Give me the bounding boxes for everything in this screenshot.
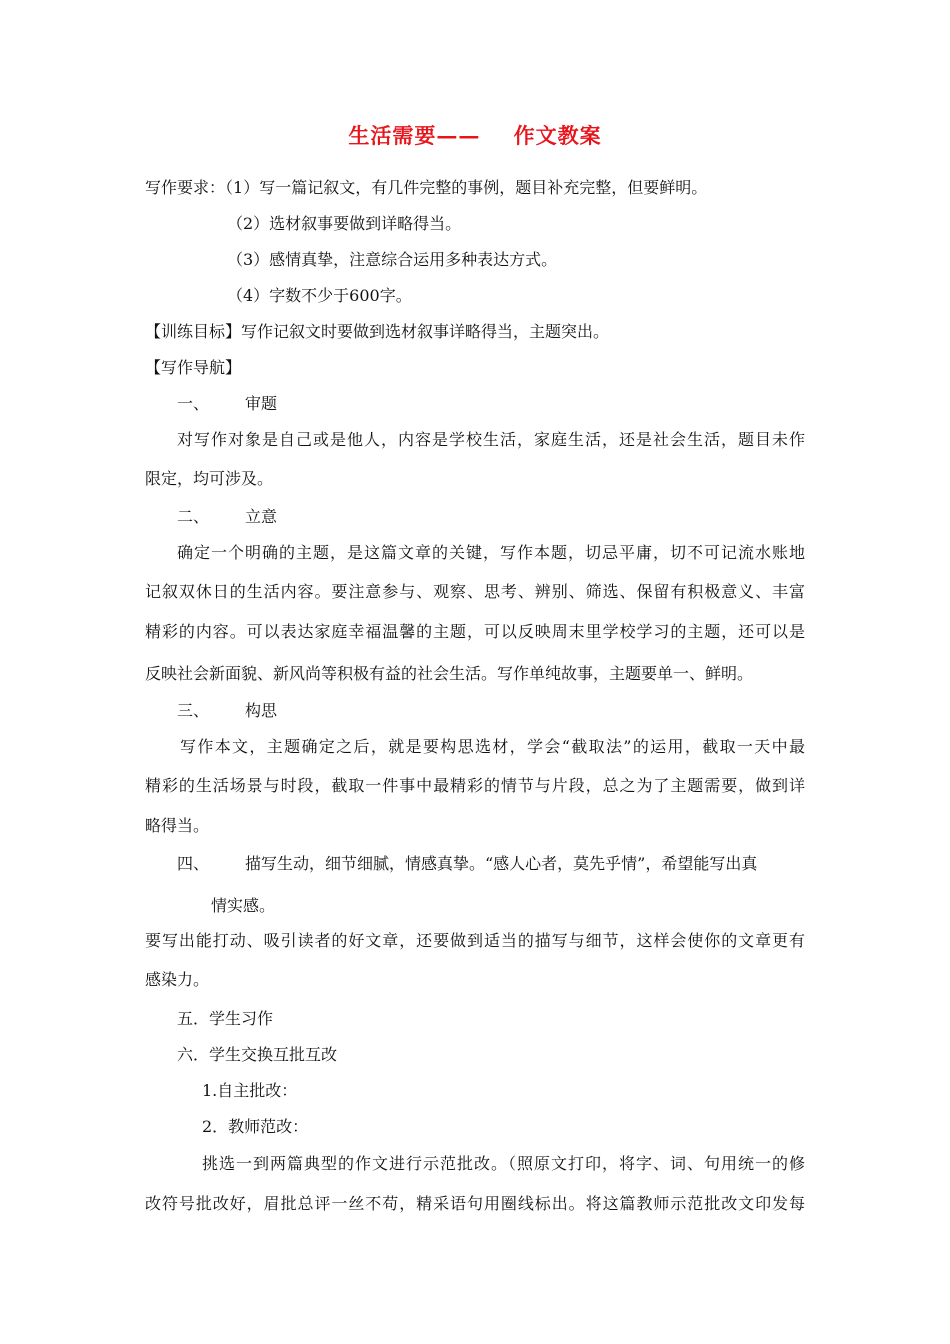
requirement-item-4: （4）字数不少于600字。 bbox=[227, 286, 412, 305]
paragraph-line: 改符号批改好，眉批总评一丝不苟，精采语句用圈线标出。将这篇教师示范批改文印发每 bbox=[145, 1194, 805, 1213]
requirements-label: 写作要求： bbox=[145, 178, 226, 197]
requirement-item-2: （2）选材叙事要做到详略得当。 bbox=[227, 214, 462, 233]
section-heading-3 bbox=[177, 700, 277, 722]
section-title: 构思 bbox=[245, 701, 278, 720]
training-goal: 【训练目标】写作记叙文时要做到选材叙事详略得当，主题突出。 bbox=[145, 322, 610, 341]
paragraph-line: 挑选一到两篇典型的作文进行示范批改。（照原文打印，将字、词、句用统一的修 bbox=[202, 1154, 805, 1173]
paragraph-line: 限定，均可涉及。 bbox=[145, 469, 274, 488]
requirement-item-3: （3）感情真挚，注意综合运用多种表达方式。 bbox=[227, 250, 558, 269]
paragraph-line: 记叙双休日的生活内容。要注意参与、观察、思考、辨别、筛选、保留有积极意义、丰富 bbox=[145, 582, 805, 601]
sub-item-2: 2．教师范改： bbox=[202, 1117, 309, 1136]
paragraph-line: 精彩的内容。可以表达家庭幸福温馨的主题，可以反映周末里学校学习的主题，还可以是 bbox=[145, 622, 805, 641]
paragraph-line: 要写出能打动、吸引读者的好文章，还要做到适当的描写与细节，这样会使你的文章更有 bbox=[145, 931, 805, 950]
section-title: 审题 bbox=[245, 394, 278, 413]
page-title: 生活需要—— 作文教案 bbox=[348, 123, 602, 148]
section-number: 二、 bbox=[177, 507, 210, 526]
paragraph-line: 感染力。 bbox=[145, 970, 210, 989]
section-heading-4-continued: 情实感。 bbox=[211, 896, 276, 915]
section-number: 一、 bbox=[177, 394, 210, 413]
section-title: 描写生动，细节细腻，情感真挚。“感人心者，莫先乎情”，希望能写出真 bbox=[245, 854, 758, 873]
section-heading-4 bbox=[177, 853, 757, 875]
paragraph-line: 写作本文，主题确定之后，就是要构思选材，学会“截取法”的运用，截取一天中最 bbox=[180, 737, 805, 756]
requirements-line-1 bbox=[145, 177, 707, 199]
section-heading-6: 六．学生交换互批互改 bbox=[177, 1045, 338, 1064]
paragraph-line: 精彩的生活场景与时段，截取一件事中最精彩的情节与片段，总之为了主题需要，做到详 bbox=[145, 776, 805, 795]
section-heading-1 bbox=[177, 393, 277, 415]
section-number: 四、 bbox=[177, 854, 210, 873]
section-heading-5: 五．学生习作 bbox=[177, 1009, 274, 1028]
sub-item-1: 1.自主批改： bbox=[202, 1081, 298, 1100]
paragraph-line: 略得当。 bbox=[145, 816, 210, 835]
paragraph-line: 对写作对象是自己或是他人，内容是学校生活，家庭生活，还是社会生活，题目未作 bbox=[177, 430, 805, 449]
section-title: 立意 bbox=[245, 507, 278, 526]
section-number: 三、 bbox=[177, 701, 210, 720]
paragraph-line: 反映社会新面貌、新风尚等积极有益的社会生活。写作单纯故事，主题要单一、鲜明。 bbox=[145, 664, 754, 683]
paragraph-line: 确定一个明确的主题，是这篇文章的关键，写作本题，切忌平庸，切不可记流水账地 bbox=[177, 543, 805, 562]
requirement-item-1: （1）写一篇记叙文，有几件完整的事例，题目补充完整，但要鲜明。 bbox=[225, 178, 708, 197]
writing-nav-heading: 【写作导航】 bbox=[145, 358, 242, 377]
section-heading-2 bbox=[177, 506, 277, 528]
